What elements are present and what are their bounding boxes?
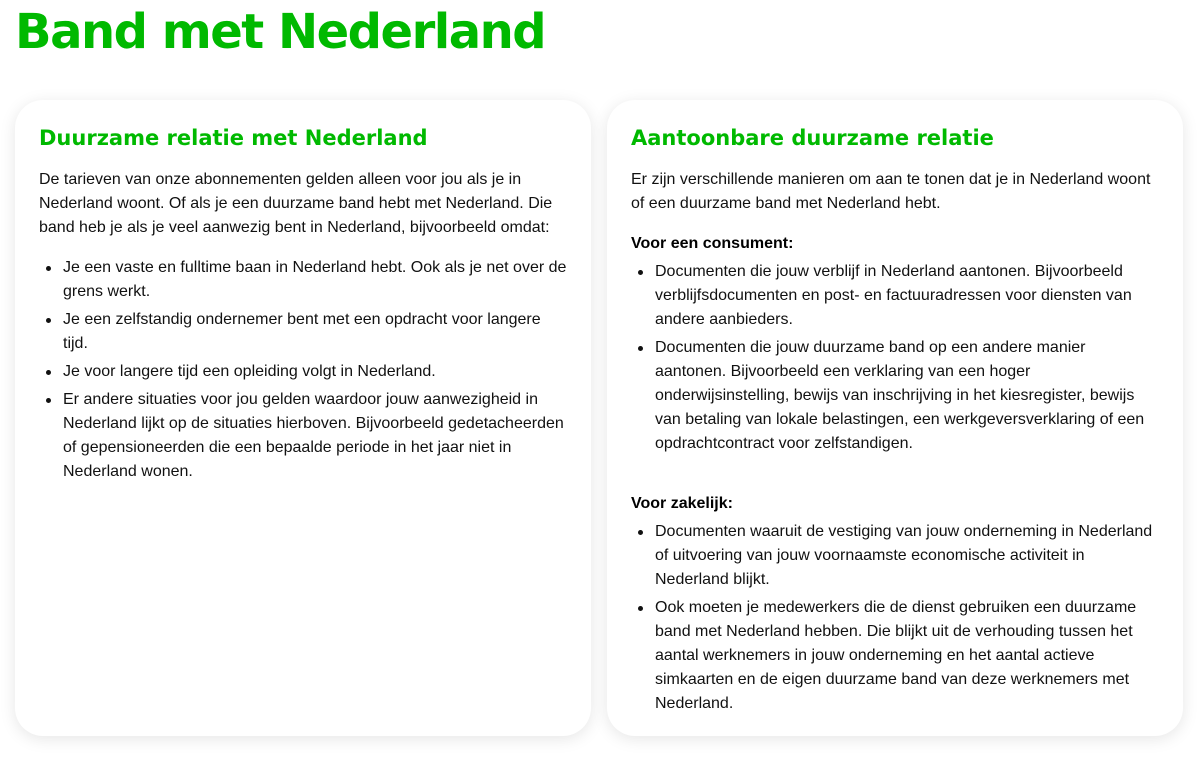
- section-spacer: [631, 472, 1159, 492]
- card-intro: Er zijn verschillende manieren om aan te tonen dat je in Nederland woont of een duurzame band met Nederland hebt.: [631, 171, 1151, 212]
- card-aantoonbare-relatie: [607, 100, 1183, 736]
- consumer-heading: Voor een consument:: [631, 235, 794, 252]
- card-duurzame-relatie: [15, 100, 591, 736]
- list-item: Je een vaste en fulltime baan in Nederland hebt. Ook als je net over de grens werkt.: [39, 256, 567, 304]
- consumer-list: [631, 260, 1159, 456]
- business-heading: Voor zakelijk:: [631, 495, 733, 512]
- list-item: Je een zelfstandig ondernemer bent met een opdracht voor langere tijd.: [39, 308, 567, 356]
- list-item: Er andere situaties voor jou gelden waardoor jouw aanwezigheid in Nederland lijkt op de situaties hierboven. Bijvoorbeeld gedetacheerden of gepensioneerden die een bepaalde periode in het jaar niet in Nederland wonen.: [39, 388, 567, 484]
- bullet-list: [39, 256, 567, 484]
- list-item: Je voor langere tijd een opleiding volgt in Nederland.: [39, 360, 567, 384]
- card-title: Aantoonbare duurzame relatie: [631, 126, 994, 150]
- card-intro: De tarieven van onze abonnementen gelden alleen voor jou als je in Nederland woont. Of als je een duurzame band hebt met Nederland. Die band heb je als je veel aanwezig bent in Nederland, bijvoorbeeld omdat:: [39, 171, 553, 236]
- list-item: Documenten die jouw duurzame band op een andere manier aantonen. Bijvoorbeeld een verklaring van een hoger onderwijsinstelling, bewijs van inschrijving in het kiesregister, bewijs van betaling van lokale belastingen, een werkgeversverklaring of een opdrachtcontract voor zelfstandigen.: [631, 336, 1159, 456]
- list-item: Documenten waaruit de vestiging van jouw onderneming in Nederland of uitvoering van jouw voornaamste economische activiteit in Nederland blijkt.: [631, 520, 1159, 592]
- list-item: Ook moeten je medewerkers die de dienst gebruiken een duurzame band met Nederland hebben. Die blijkt uit de verhouding tussen het aantal werknemers in jouw onderneming en het aantal actieve simkaarten en de eigen duurzame band van deze werknemers met Nederland.: [631, 596, 1159, 716]
- business-list: [631, 520, 1159, 716]
- card-title: Duurzame relatie met Nederland: [39, 126, 428, 150]
- list-item: Documenten die jouw verblijf in Nederland aantonen. Bijvoorbeeld verblijfsdocumenten en post- en factuuradressen voor diensten van andere aanbieders.: [631, 260, 1159, 332]
- page-title: Band met Nederland: [15, 4, 546, 60]
